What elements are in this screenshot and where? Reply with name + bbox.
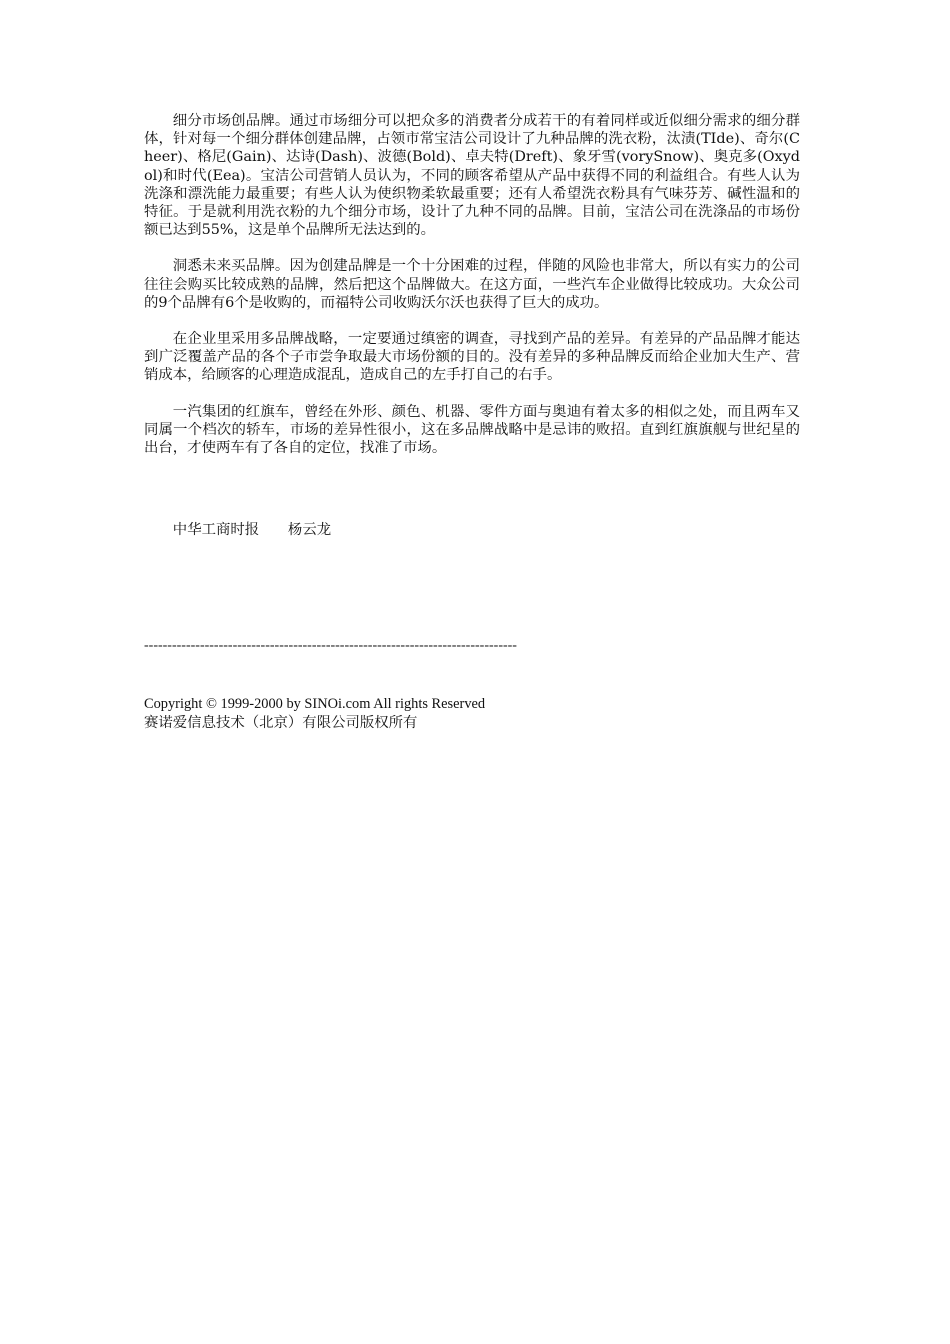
paragraph-acquisition: 洞悉未来买品牌。因为创建品牌是一个十分困难的过程，伴随的风险也非常大，所以有实力的公司往往会购买比较成熟的品牌，然后把这个品牌做大。在这方面，一些汽车企业做得比较成功。大众公司的9个品牌有6个是收购的，而福特公司收购沃尔沃也获得了巨大的成功。	[144, 258, 800, 311]
byline: 中华工商时报 杨云龙	[172, 522, 332, 539]
copyright-chinese: 赛诺爱信息技术（北京）有限公司版权所有	[144, 714, 418, 731]
paragraph-segmentation: 细分市场创品牌。通过市场细分可以把众多的消费者分成若干的有着同样或近似细分需求的细分群体，针对每一个细分群体创建品牌，占领市常宝洁公司设计了九种品牌的洗衣粉，汰渍(TIde)、奇尔(Cheer)、格尼(Gain)、达诗(Dash)、波德(Bold)、卓夫特(Dreft)、象牙雪(vorySnow)、奥克多(Oxydol)和时代(Eea)。宝洁公司营销人员认为，不同的顾客希望从产品中获得不同的利益组合。有些人认为洗涤和漂洗能力最重要；有些人认为使织物柔软最重要；还有人希望洗衣粉具有气味芬芳、碱性温和的特征。于是就利用洗衣粉的九个细分市场，设计了九种不同的品牌。目前，宝洁公司在洗涤品的市场份额已达到55%，这是单个品牌所无法达到的。	[144, 113, 800, 239]
footer-separator: --------------------------------------------------------------------------------	[144, 638, 517, 654]
paragraph-hongqi-example: 一汽集团的红旗车，曾经在外形、颜色、机器、零件方面与奥迪有着太多的相似之处，而且两车又同属一个档次的轿车，市场的差异性很小，这在多品牌战略中是忌讳的败招。直到红旗旗舰与世纪星的出台，才使两车有了各自的定位，找准了市场。	[144, 403, 800, 457]
paragraph-differentiation: 在企业里采用多品牌战略，一定要通过缜密的调查，寻找到产品的差异。有差异的产品品牌才能达到广泛覆盖产品的各个子市尝争取最大市场份额的目的。没有差异的多种品牌反而给企业加大生产、营销成本，给顾客的心理造成混乱，造成自己的左手打自己的右手。	[144, 331, 800, 384]
document-page	[144, 112, 800, 732]
copyright-english: Copyright © 1999-2000 by SINOi.com All rights Reserved	[144, 696, 486, 713]
